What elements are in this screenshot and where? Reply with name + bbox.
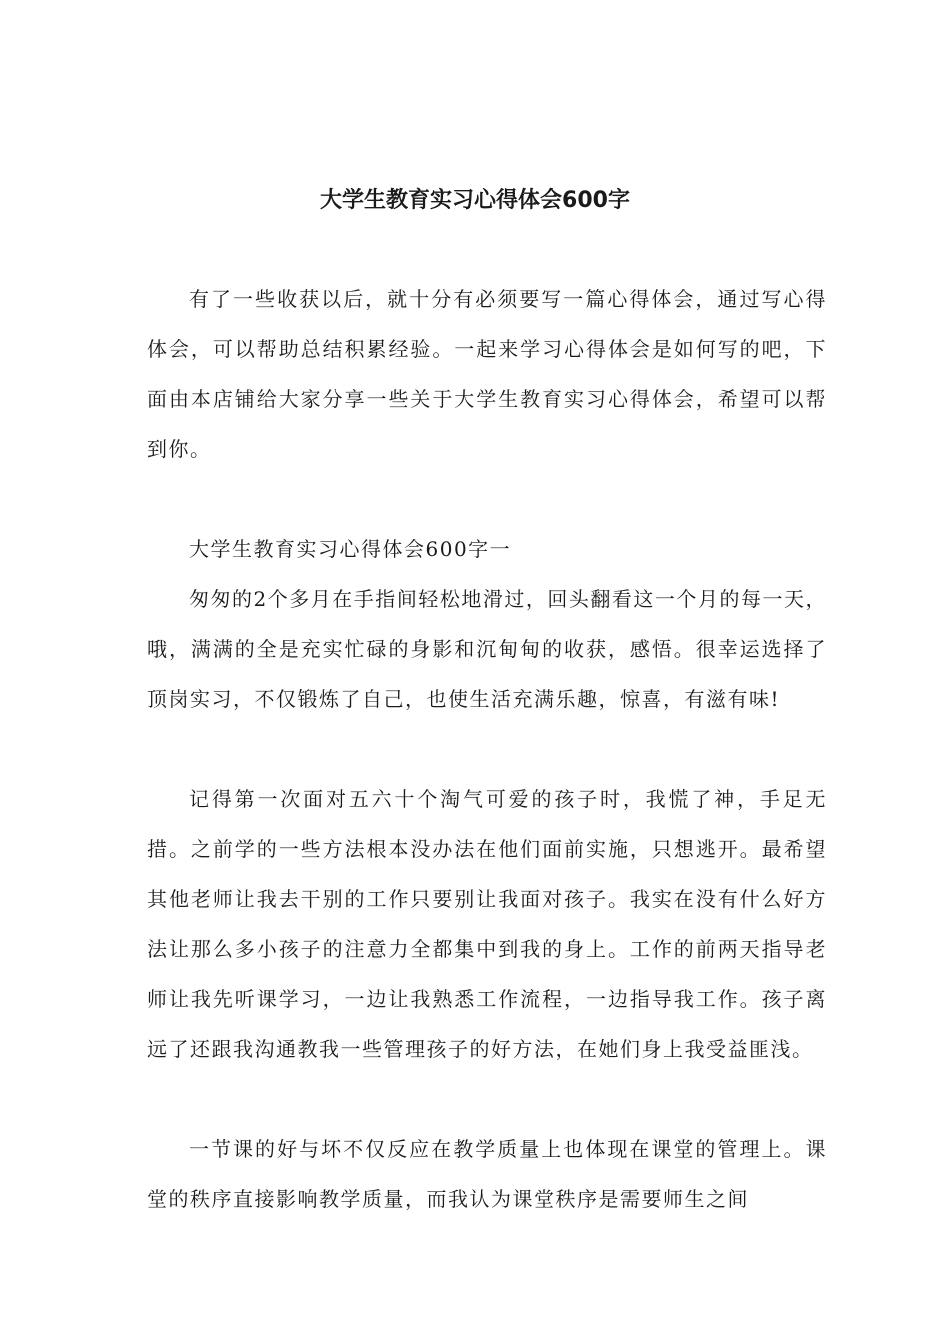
intro-paragraph: 有了一些收获以后，就十分有必须要写一篇心得体会，通过写心得体会，可以帮助总结积累经验。一起来学习心得体会是如何写的吧，下面由本店铺给大家分享一些关于大学生教育实习心得体会，希望可以帮到你。: [147, 287, 827, 461]
body-paragraph: 一节课的好与坏不仅反应在教学质量上也体现在课堂的管理上。课堂的秩序直接影响教学质量，而我认为课堂秩序是需要师生之间: [147, 1137, 827, 1211]
body-paragraph: 记得第一次面对五六十个淘气可爱的孩子时，我慌了神，手足无措。之前学的一些方法根本没办法在他们面前实施，只想逃开。最希望其他老师让我去干别的工作只要别让我面对孩子。我实在没有什么好方法让那么多小孩子的注意力全都集中到我的身上。工作的前两天指导老师让我先听课学习，一边让我熟悉工作流程，一边指导我工作。孩子离远了还跟我沟通教我一些管理孩子的好方法，在她们身上我受益匪浅。: [147, 787, 827, 1061]
section-heading: 大学生教育实习心得体会600字一: [189, 537, 512, 561]
document-title: 大学生教育实习心得体会600字: [320, 188, 630, 213]
body-paragraph: 匆匆的2个多月在手指间轻松地滑过，回头翻看这一个月的每一天，哦，满满的全是充实忙碌的身影和沉甸甸的收获，感悟。很幸运选择了顶岗实习，不仅锻炼了自己，也使生活充满乐趣，惊喜，有滋有味!: [147, 587, 827, 711]
